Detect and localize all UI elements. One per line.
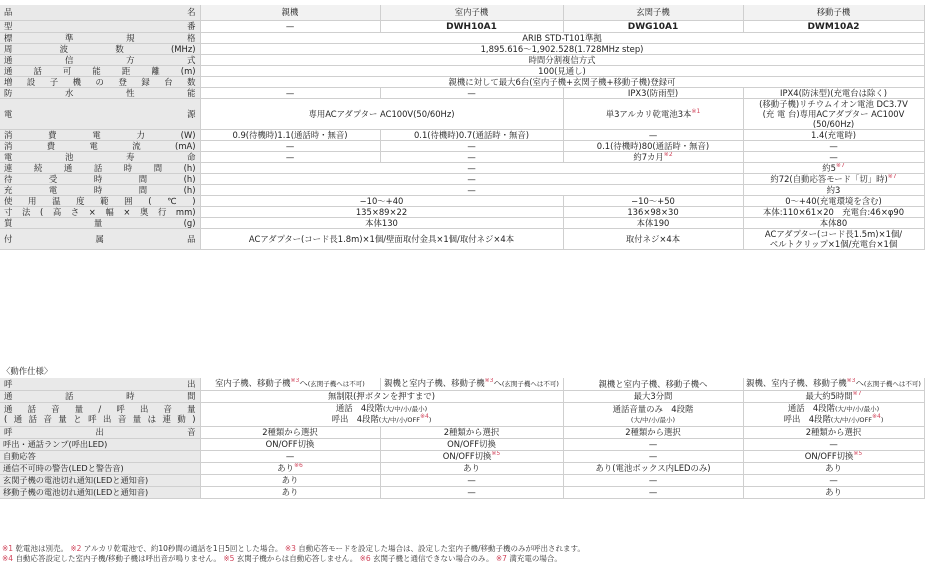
cell-text: 室内子機	[454, 7, 489, 18]
cell-value	[200, 76, 924, 87]
cell-line: 通話 4段階	[787, 403, 836, 413]
cell-text: —	[648, 475, 658, 485]
cell-value	[743, 162, 924, 173]
cell-value	[200, 5, 380, 20]
cell-text: —	[829, 439, 838, 449]
cell-text: 0〜+40(充電環境を含む)	[785, 195, 882, 206]
row-label: 呼出	[0, 378, 200, 390]
row-label: 通話時間	[0, 390, 200, 402]
cell-value	[563, 87, 743, 98]
cell-text: —	[467, 173, 476, 184]
footnote-marker: ※3	[290, 378, 300, 385]
cell-text: —	[467, 184, 476, 195]
cell-value	[380, 5, 563, 20]
row-label: 寸法(高さ×幅×奥行mm)	[0, 206, 200, 217]
cell-text: −10〜+50	[631, 195, 675, 206]
cell-value	[200, 474, 380, 486]
cell-text: あり(電池ボックス内LEDのみ)	[595, 463, 711, 473]
cell-value	[380, 87, 563, 98]
cell-value	[743, 5, 924, 20]
cell-value	[743, 426, 924, 438]
cell-value	[200, 206, 563, 217]
cell-text: 本体:110×61×20 充電台:46×φ90	[762, 206, 905, 217]
spec-row	[0, 184, 924, 195]
cell-line: ACアダプター(コード長1.5m)×1個/	[764, 228, 903, 239]
row-label: 連続通話時間(h)	[0, 162, 200, 173]
cell-text: 親機と室内子機、移動子機へ	[598, 378, 708, 389]
cell-value	[743, 378, 924, 390]
row-label: 消費電流(mA)	[0, 140, 200, 151]
cell-value	[380, 462, 563, 474]
row-label: 型番	[0, 20, 200, 32]
cell-text: —	[285, 140, 295, 151]
cell-small: )	[880, 416, 884, 424]
row-label: 充電時間(h)	[0, 184, 200, 195]
cell-text: —	[648, 451, 658, 461]
footnote-marker: ※3	[846, 378, 856, 385]
cell-value	[200, 20, 380, 32]
operation-row	[0, 390, 924, 402]
cell-text: —	[467, 87, 476, 98]
footnote-marker: ※4	[420, 413, 429, 421]
row-label: 通話可能距離(m)	[0, 65, 200, 76]
footnote-text: 玄関子機からは自動応答しません。	[234, 554, 360, 563]
cell-text: —	[648, 439, 658, 449]
cell-value	[743, 438, 924, 450]
cell-value	[200, 151, 380, 162]
spec-row	[0, 228, 924, 249]
cell-value	[200, 217, 563, 228]
operation-section-title: 〈動作仕様〉	[2, 366, 53, 376]
cell-text: DWH10A1	[446, 21, 497, 32]
cell-text: あり	[825, 463, 842, 473]
row-label: 標準規格	[0, 32, 200, 43]
cell-text: —	[648, 129, 658, 140]
cell-text: 2種類から選択	[805, 427, 862, 437]
cell-value	[200, 184, 743, 195]
cell-value	[200, 65, 924, 76]
cell-line: 通話音量のみ 4段階	[612, 403, 694, 414]
footnote-marker: ※7	[887, 173, 897, 180]
cell-value	[200, 195, 563, 206]
cell-small: (大/中/小/OFF	[378, 416, 420, 424]
cell-value	[380, 426, 563, 438]
cell-value	[200, 54, 924, 65]
cell-text: ACアダプター(コード長1.8m)×1個/壁面取付金具×1個/取付ネジ×4本	[248, 233, 515, 244]
cell-text: 親機と室内子機、移動子機	[384, 378, 485, 389]
cell-value	[380, 378, 563, 390]
cell-text: 無制限(押ボタンを押すまで)	[327, 391, 436, 401]
footnote-line-2	[2, 553, 562, 564]
cell-text: 0.1(待機時)0.7(通話時・無音)	[413, 129, 530, 140]
cell-value	[743, 98, 924, 129]
footnote-marker: ※2	[663, 151, 673, 158]
cell-value	[743, 217, 924, 228]
row-label: 玄関子機の電池切れ通知(LEDと通知音)	[0, 474, 200, 486]
cell-text: 室内子機、移動子機	[215, 378, 291, 389]
cell-text: 移動子機	[816, 7, 851, 18]
cell-value	[743, 228, 924, 249]
cell-text: あり	[281, 475, 299, 485]
cell-value	[743, 140, 924, 151]
cell-text: —	[648, 487, 658, 497]
cell-value	[743, 151, 924, 162]
cell-value	[380, 151, 563, 162]
spec-row	[0, 162, 924, 173]
cell-value	[743, 474, 924, 486]
cell-text: あり	[463, 463, 480, 473]
cell-small: (大/中/小/最小)	[383, 405, 428, 413]
cell-text: 135×89×22	[355, 206, 408, 217]
cell-text: 本体80	[819, 217, 848, 228]
cell-text: DWG10A1	[627, 21, 679, 32]
footnote-mark: ※5	[223, 554, 235, 563]
footnote-mark: ※1	[2, 544, 14, 553]
operation-row	[0, 378, 924, 390]
cell-text: IPX3(防雨型)	[627, 87, 679, 98]
cell-value	[743, 390, 924, 402]
row-label: 増設子機の登録台数	[0, 76, 200, 87]
footnote-text: 乾電池は別売。	[13, 544, 71, 553]
cell-value	[200, 87, 380, 98]
row-label: 電源	[0, 98, 200, 129]
footnote-marker: ※7	[835, 162, 845, 169]
cell-value	[200, 43, 924, 54]
cell-text: 最大約5時間	[805, 391, 853, 401]
cell-value	[563, 426, 743, 438]
cell-text: ON/OFF切換	[447, 439, 496, 449]
spec-row	[0, 43, 924, 54]
row-label: 付属品	[0, 228, 200, 249]
row-label: 呼出音	[0, 426, 200, 438]
cell-value	[200, 390, 563, 402]
footnote-text: 満充電の場合。	[506, 554, 562, 563]
cell-line: (移動子機)リチウムイオン電池 DC3.7V	[759, 98, 908, 109]
cell-text: —	[829, 151, 838, 162]
footnote-mark: ※3	[284, 544, 296, 553]
cell-text: 親機、室内子機、移動子機	[746, 378, 847, 389]
operation-row	[0, 402, 924, 426]
cell-text: −10〜+40	[359, 195, 404, 206]
cell-small: (玄関子機へは不可)	[501, 380, 559, 389]
cell-text: 1.4(充電時)	[811, 129, 856, 140]
footnote-text: 自動応答モードを設定した場合は、設定した室内子機/移動子機のみが呼出されます。	[295, 544, 585, 553]
spec-row	[0, 206, 924, 217]
footnote-marker: ※7	[852, 390, 862, 398]
operation-row	[0, 426, 924, 438]
spec-row	[0, 151, 924, 162]
footnote-mark: ※6	[359, 554, 371, 563]
footnote-marker: ※5	[853, 450, 863, 458]
cell-text: —	[285, 21, 295, 31]
cell-text: 1,895.616〜1,902.528(1.728MHz step)	[480, 43, 644, 54]
cell-value	[563, 228, 743, 249]
cell-small: (大/中/小/最小)	[835, 405, 880, 413]
row-label: 移動子機の電池切れ通知(LEDと通知音)	[0, 486, 200, 498]
cell-text: 2種類から選択	[443, 427, 500, 437]
cell-text: —	[285, 451, 295, 461]
spec-row	[0, 32, 924, 43]
cell-small: )	[428, 416, 432, 424]
cell-value	[563, 402, 743, 426]
cell-text: あり	[281, 487, 299, 497]
footnote-mark: ※4	[2, 554, 14, 563]
row-label: 自動応答	[0, 450, 200, 462]
cell-text: 本体130	[365, 217, 398, 228]
cell-text: へ	[299, 378, 308, 389]
cell-text: 136×98×30	[627, 206, 679, 217]
cell-value	[380, 474, 563, 486]
spec-row	[0, 87, 924, 98]
cell-value	[200, 426, 380, 438]
row-label-line: 通話音量/呼出音量	[4, 404, 196, 414]
cell-value	[380, 486, 563, 498]
spec-row	[0, 98, 924, 129]
spec-row	[0, 76, 924, 87]
row-label: 消費電力(W)	[0, 129, 200, 140]
cell-value	[380, 438, 563, 450]
cell-text: 時間分割複信方式	[528, 54, 596, 65]
cell-text: —	[467, 162, 476, 173]
spec-row	[0, 140, 924, 151]
row-label: 待受時間(h)	[0, 173, 200, 184]
cell-line: 呼出 4段階	[783, 414, 831, 424]
cell-text: 取付ネジ×4本	[625, 233, 681, 244]
cell-text: IPX4(防沫型)(充電台は除く)	[779, 87, 888, 98]
operation-row	[0, 450, 924, 462]
cell-line: (充 電 台)専用ACアダプター AC100V	[762, 108, 905, 119]
cell-text: —	[467, 140, 476, 151]
cell-value	[380, 129, 563, 140]
cell-text: 約3	[826, 184, 841, 195]
footnote-marker: ※3	[484, 378, 494, 385]
cell-value	[743, 486, 924, 498]
row-label: 呼出・通話ランプ(呼出LED)	[0, 438, 200, 450]
cell-value	[200, 450, 380, 462]
cell-value	[563, 129, 743, 140]
cell-value	[563, 450, 743, 462]
cell-text: 2種類から選択	[262, 427, 318, 437]
cell-text: —	[467, 475, 476, 485]
cell-value	[200, 378, 380, 390]
spec-row	[0, 65, 924, 76]
cell-text: 0.1(待機時)80(通話時・無音)	[596, 140, 710, 151]
cell-value	[200, 140, 380, 151]
footnote-marker: ※4	[872, 413, 881, 421]
cell-value	[380, 450, 563, 462]
cell-text: —	[829, 140, 838, 151]
cell-small: (玄関子機へは不可)	[307, 380, 365, 389]
cell-value	[200, 32, 924, 43]
row-label-line: (通話音量と呼出音量は連動)	[4, 414, 196, 424]
cell-value	[563, 140, 743, 151]
cell-value	[200, 173, 743, 184]
cell-text: —	[285, 87, 295, 98]
cell-text: —	[285, 151, 295, 162]
spec-row	[0, 129, 924, 140]
row-label: 品名	[0, 5, 200, 20]
cell-value	[200, 228, 563, 249]
cell-text: ARIB STD-T101準拠	[522, 32, 602, 43]
cell-value	[563, 438, 743, 450]
spec-row	[0, 20, 924, 32]
footnote-mark: ※7	[495, 554, 507, 563]
row-label: 通信方式	[0, 54, 200, 65]
operation-row	[0, 462, 924, 474]
cell-value	[563, 151, 743, 162]
cell-value	[563, 474, 743, 486]
cell-value	[743, 173, 924, 184]
cell-text: 2種類から選択	[625, 427, 681, 437]
cell-value	[743, 402, 924, 426]
spec-row	[0, 54, 924, 65]
row-label: 防水性能	[0, 87, 200, 98]
cell-value	[200, 486, 380, 498]
row-label: 電池寿命	[0, 151, 200, 162]
footnote-text: アルカリ乾電池で、約10秒間の通話を1日5回とした場合。	[81, 544, 285, 553]
cell-value	[563, 390, 743, 402]
cell-text: 0.9(待機時)1.1(通話時・無音)	[232, 129, 348, 140]
footnote-text: 自動応答設定した室内子機/移動子機は呼出音が鳴りません。	[13, 554, 224, 563]
cell-text: 親機に対して最大6台(室内子機+玄関子機+移動子機)登録可	[448, 76, 676, 87]
spec-row	[0, 195, 924, 206]
row-label: 通信不可時の警告(LEDと警告音)	[0, 462, 200, 474]
operation-table	[0, 378, 925, 499]
cell-text: へ	[493, 378, 502, 389]
cell-value	[563, 462, 743, 474]
cell-value	[380, 20, 563, 32]
cell-line: 通話 4段階	[335, 403, 384, 413]
cell-value	[563, 217, 743, 228]
cell-text: —	[467, 487, 476, 497]
cell-value	[743, 206, 924, 217]
cell-text: DWM10A2	[807, 21, 860, 32]
cell-text: —	[829, 475, 838, 485]
footnote-marker: ※5	[491, 450, 501, 458]
cell-value	[563, 20, 743, 32]
cell-value	[200, 98, 563, 129]
spec-row	[0, 5, 924, 20]
cell-text: 玄関子機	[636, 7, 670, 18]
cell-value	[563, 206, 743, 217]
spec-row	[0, 217, 924, 228]
cell-text: ON/OFF切換	[804, 451, 854, 461]
cell-text: あり	[825, 487, 842, 497]
row-label: 周波数(MHz)	[0, 43, 200, 54]
cell-text: —	[467, 151, 476, 162]
cell-value	[563, 378, 743, 390]
cell-text: 約7カ月	[633, 151, 664, 162]
cell-value	[743, 87, 924, 98]
cell-small: (玄関子機へは不可)	[863, 380, 921, 389]
cell-value	[200, 129, 380, 140]
cell-value	[200, 438, 380, 450]
cell-text: 約72(自動応答モード「切」時)	[770, 173, 888, 184]
cell-text: 約5	[822, 162, 836, 173]
cell-text: 最大3分間	[633, 391, 673, 401]
cell-text: ON/OFF切換	[442, 451, 492, 461]
cell-value	[563, 5, 743, 20]
cell-value	[743, 20, 924, 32]
operation-row	[0, 438, 924, 450]
cell-value	[200, 402, 563, 426]
cell-value	[743, 195, 924, 206]
cell-value	[563, 98, 743, 129]
cell-text: 専用ACアダプター AC100V(50/60Hz)	[308, 108, 455, 119]
row-label	[0, 402, 200, 426]
cell-value	[380, 140, 563, 151]
operation-row	[0, 486, 924, 498]
footnote-marker: ※1	[691, 107, 701, 115]
row-label: 質量(g)	[0, 217, 200, 228]
cell-text: ON/OFF切換	[265, 439, 315, 449]
cell-value	[200, 162, 743, 173]
operation-row	[0, 474, 924, 486]
row-label: 使用温度範囲(℃)	[0, 195, 200, 206]
cell-text: へ	[855, 378, 864, 389]
footnote-text: 玄関子機と通信できない場合のみ。	[370, 554, 496, 563]
cell-value	[743, 129, 924, 140]
cell-small: (大/中/小/OFF	[830, 416, 872, 424]
cell-text: 単3アルカリ乾電池3本	[605, 108, 692, 119]
cell-value	[563, 486, 743, 498]
footnote-mark: ※2	[70, 544, 82, 553]
cell-value	[743, 450, 924, 462]
cell-line: (50/60Hz)	[812, 118, 855, 129]
cell-value	[743, 462, 924, 474]
cell-text: あり	[277, 463, 294, 473]
cell-value	[200, 462, 380, 474]
spec-table	[0, 5, 925, 250]
cell-line: 呼出 4段階	[331, 414, 379, 424]
cell-text: 本体190	[636, 217, 670, 228]
cell-value	[563, 195, 743, 206]
spec-row	[0, 173, 924, 184]
footnote-marker: ※6	[293, 462, 303, 470]
cell-text: 100(見通し)	[538, 65, 586, 76]
cell-text: 親機	[281, 7, 299, 18]
cell-line: (大/中/小/最小)	[630, 415, 676, 424]
cell-line: ベルトクリップ×1個/充電台×1個	[769, 238, 898, 249]
cell-value	[743, 184, 924, 195]
